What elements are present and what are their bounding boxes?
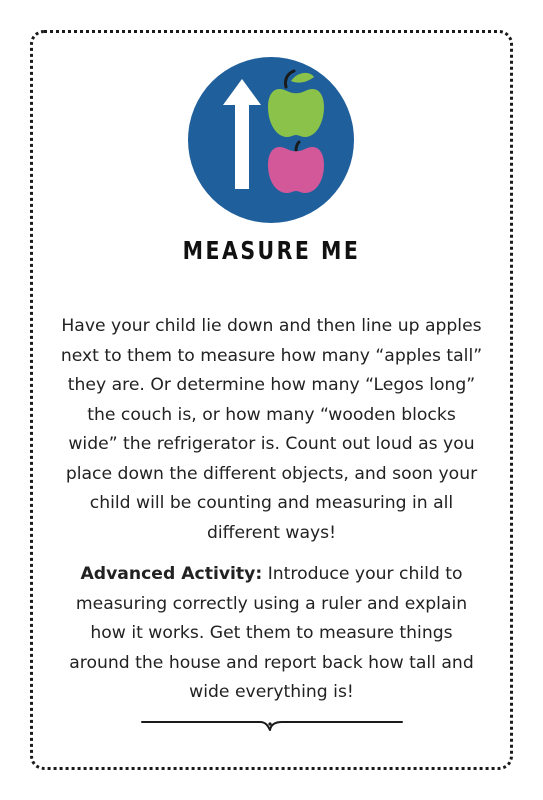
advanced-activity: [60, 560, 483, 708]
icon-circle: [188, 57, 354, 223]
pink-apple-icon: [268, 142, 324, 193]
activity-body: [60, 312, 483, 708]
advanced-activity-text: Introduce your child to measuring correctly using a ruler and explain how it works. Get them to measure things around the house and report back how tall and wide everything is!: [69, 564, 474, 702]
activity-description: Have your child lie down and then line up apples next to them to measure how many “apples tall” they are. Or determine how many “Legos long” the couch is, or how many “wooden blocks wide” the refrigerator is. Count out loud as you place down the different objects, and soon your child will be counting and measuring in all different ways!: [60, 316, 483, 543]
advanced-activity-label: Advanced Activity:: [80, 564, 263, 584]
measure-apples-icon: [188, 57, 354, 223]
activity-title: MEASURE ME: [182, 236, 361, 265]
decorative-divider: [140, 710, 404, 734]
